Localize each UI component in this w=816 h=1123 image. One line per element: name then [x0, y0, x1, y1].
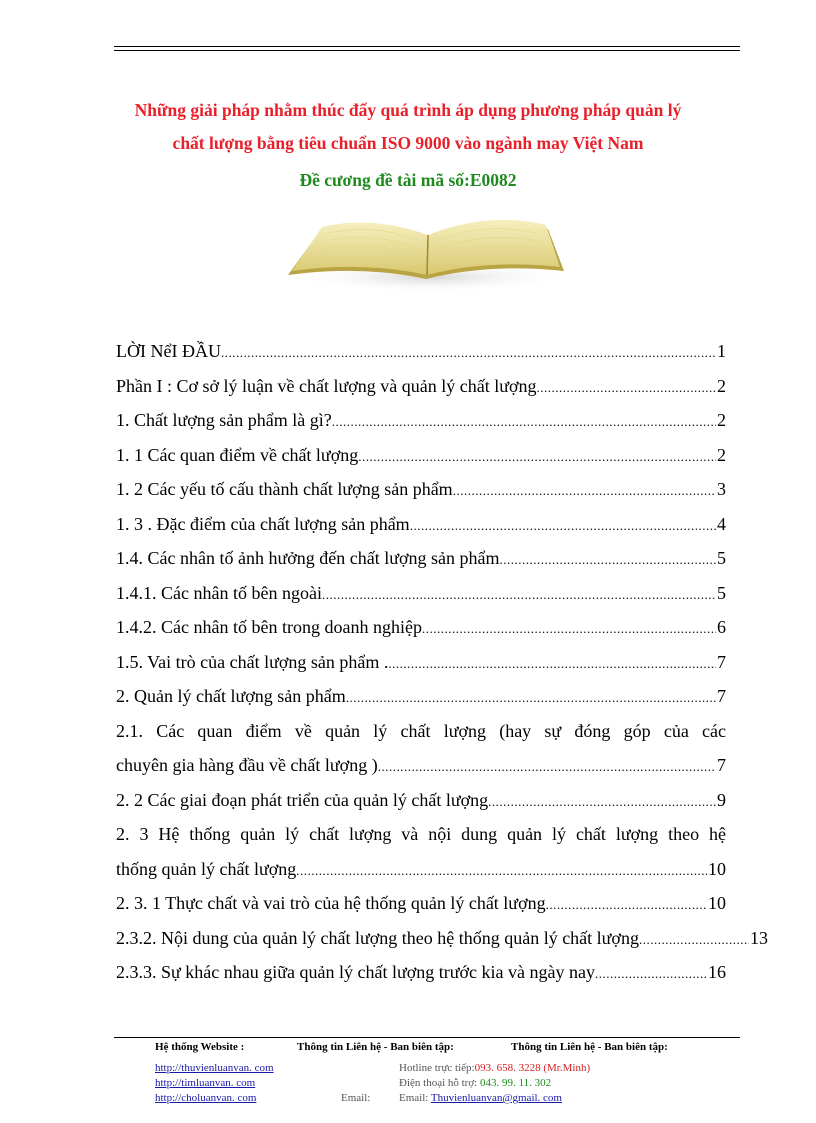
toc-entry-line: 2. 3 Hệ thống quản lý chất lượng và nội dung quản lý chất lượng theo hệ: [116, 824, 726, 844]
toc-entry-title: 1. 3 . Đặc điểm của chất lượng sản phẩm: [116, 513, 410, 534]
toc-page-number: 7: [717, 651, 726, 672]
toc-leader-dots: [410, 518, 716, 534]
footer-link-choluanvan[interactable]: http://choluanvan. com: [155, 1092, 257, 1104]
toc-leader-dots: [322, 587, 716, 603]
toc-page-number: 10: [708, 858, 726, 879]
toc-entry-title: 1.4.2. Các nhân tố bên trong doanh nghiệp: [116, 617, 422, 637]
toc-page-number: 3: [717, 479, 726, 499]
toc-leader-dots: [378, 759, 716, 775]
toc-entry[interactable]: [116, 479, 726, 514]
footer-email-label-left: Email:: [341, 1092, 371, 1104]
toc-page-number: 6: [717, 617, 726, 637]
toc-entry-line: 2.1. Các quan điểm về quản lý chất lượng (hay sự đóng góp của các: [116, 720, 726, 741]
toc-page-number: 2: [717, 410, 726, 430]
toc-entry-title: 2.3.3. Sự khác nhau giữa quản lý chất lượng trước kia và ngày nay: [116, 962, 595, 982]
toc-entry-title: 1. Chất lượng sản phẩm là gì?: [116, 410, 332, 430]
toc-entry[interactable]: [116, 859, 726, 894]
toc-leader-dots: [537, 380, 716, 396]
toc-leader-dots: [296, 863, 707, 879]
footer-websites-header: Hệ thống Website :: [155, 1041, 245, 1053]
toc-entry-title: Phần I : Cơ sở lý luận về chất lượng và quản lý chất lượng: [116, 375, 537, 396]
toc-entry[interactable]: [116, 928, 768, 963]
toc-page-number: 13: [750, 927, 768, 948]
document-code: Đề cương đề tài mã số:E0082: [299, 170, 517, 190]
header-rule-top: [114, 46, 740, 47]
toc-entry-title: LỜI NểI ĐẦU: [116, 341, 221, 361]
toc-entry[interactable]: [116, 410, 726, 445]
toc-leader-dots: [332, 414, 716, 430]
toc-entry-title: 1. 2 Các yếu tố cấu thành chất lượng sản phẩm: [116, 479, 453, 499]
footer-phone: [399, 1077, 551, 1089]
page-footer: [0, 1041, 816, 1111]
toc-leader-dots: [422, 621, 716, 637]
toc-page-number: 7: [717, 686, 726, 706]
toc-page-number: 5: [717, 582, 726, 603]
footer-hotline: [399, 1062, 590, 1074]
toc-entry[interactable]: [116, 514, 726, 549]
open-book-icon: [280, 205, 570, 295]
hotline-label: Hotline trực tiếp:: [399, 1062, 475, 1074]
toc-entry[interactable]: [116, 376, 726, 411]
toc-entry-title: 1.5. Vai trò của chất lượng sản phẩm .: [116, 651, 389, 672]
toc-page-number: 5: [717, 548, 726, 568]
toc-page-number: 7: [717, 755, 726, 775]
toc-entry[interactable]: [116, 652, 726, 687]
toc-page-number: 1: [717, 341, 726, 361]
footer-email: [399, 1092, 562, 1104]
toc-page-number: 9: [717, 789, 726, 810]
toc-leader-dots: [346, 690, 716, 706]
footer-link-thuvienluanvan[interactable]: http://thuvienluanvan. com: [155, 1062, 274, 1074]
toc-page-number: 2: [717, 444, 726, 465]
toc-leader-dots: [546, 897, 707, 913]
toc-entry[interactable]: [116, 583, 726, 618]
phone-label: Điện thoại hỗ trợ:: [399, 1077, 478, 1089]
toc-leader-dots: [639, 932, 749, 948]
toc-entry[interactable]: [116, 617, 726, 652]
footer-rule: [114, 1037, 740, 1038]
toc-page-number: 16: [708, 962, 726, 982]
toc-entry-title: chuyên gia hàng đầu về chất lượng ): [116, 755, 378, 775]
toc-page-number: 4: [717, 513, 726, 534]
toc-entry-title: 2. Quản lý chất lượng sản phẩm: [116, 686, 346, 706]
toc-page-number: 2: [717, 375, 726, 396]
table-of-contents: [116, 341, 768, 997]
document-title-line-1: Những giải pháp nhằm thúc đẩy quá trình áp dụng phương pháp quản lý: [134, 100, 682, 120]
hotline-value: 093. 658. 3228 (Mr.Minh): [474, 1062, 591, 1074]
phone-value: 043. 99. 11. 302: [479, 1077, 552, 1089]
toc-leader-dots: [388, 656, 716, 672]
email-link[interactable]: Thuvienluanvan@gmail. com: [430, 1092, 562, 1104]
toc-entry[interactable]: [116, 341, 726, 376]
toc-entry-title: 2. 3. 1 Thực chất và vai trò của hệ thống quản lý chất lượng: [116, 893, 546, 913]
toc-entry[interactable]: [116, 445, 726, 480]
header-rule-bottom: [114, 50, 740, 51]
toc-entry-title: 1. 1 Các quan điểm về chất lượng: [116, 444, 359, 465]
toc-entry-title: 1.4. Các nhân tố ảnh hưởng đến chất lượng sản phẩm: [116, 548, 500, 568]
toc-entry[interactable]: [116, 790, 726, 825]
toc-entry[interactable]: [116, 548, 726, 583]
toc-entry-title: 1.4.1. Các nhân tố bên ngoài: [116, 582, 322, 603]
toc-entry-title: thống quản lý chất lượng: [116, 858, 297, 879]
toc-leader-dots: [499, 552, 716, 568]
footer-contact-header-2: Thông tin Liên hệ - Ban biên tập:: [511, 1041, 668, 1053]
toc-entry[interactable]: [116, 962, 726, 997]
document-title-line-2: chất lượng bằng tiêu chuẩn ISO 9000 vào ngành may Việt Nam: [172, 133, 644, 153]
footer-link-timluanvan[interactable]: http://timluanvan. com: [155, 1077, 256, 1089]
toc-entry[interactable]: [116, 893, 726, 928]
toc-leader-dots: [358, 449, 716, 465]
toc-leader-dots: [488, 794, 716, 810]
toc-page-number: 10: [708, 893, 726, 913]
email-label: Email:: [399, 1092, 429, 1104]
toc-leader-dots: [453, 483, 716, 499]
toc-entry-title: 2. 2 Các giai đoạn phát triển của quản lý chất lượng: [116, 789, 489, 810]
toc-entry-title: 2.3.2. Nội dung của quản lý chất lượng theo hệ thống quản lý chất lượng: [116, 927, 639, 948]
footer-contact-header: Thông tin Liên hệ - Ban biên tập:: [297, 1041, 454, 1053]
toc-leader-dots: [595, 966, 707, 982]
toc-entry[interactable]: [116, 755, 726, 790]
toc-leader-dots: [221, 345, 716, 361]
toc-entry[interactable]: [116, 686, 726, 721]
